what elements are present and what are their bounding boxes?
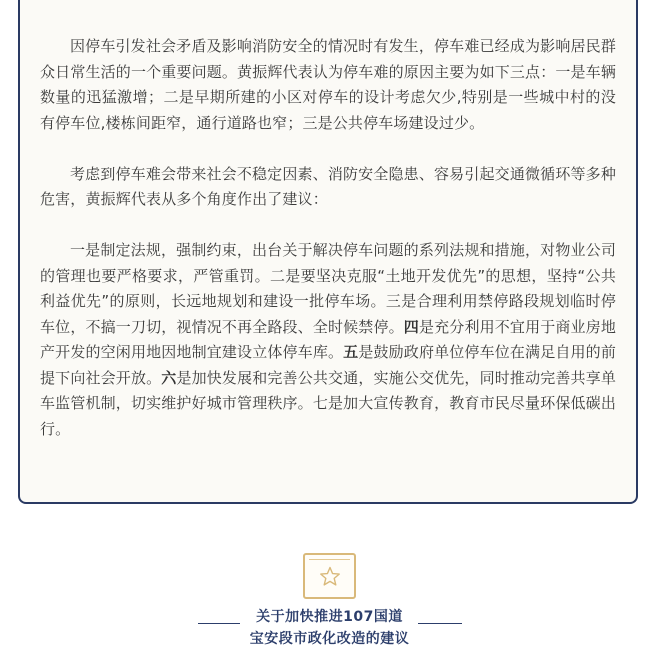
suggestion-bold-5: 五 [343, 343, 359, 361]
article-body [40, 34, 616, 442]
star-icon [318, 565, 342, 589]
paragraph-suggestions [40, 238, 616, 442]
article-card [18, 0, 638, 504]
suggestion-bold-6: 六 [161, 368, 177, 387]
paragraph-hazards: 考虑到停车难会带来社会不稳定因素、消防安全隐患、容易引起交通微循环等多种危害，黄振辉代表从多个角度作出了建议： [40, 164, 616, 208]
paragraph-causes: 因停车引发社会矛盾及影响消防安全的情况时有发生，停车难已经成为影响居民群众日常生活的一个重要问题。黄振辉代表认为停车难的原因主要为如下三点：一是车辆数量的迅猛激增；二是早期所建的小区对停车的设计考虑欠少,特别是一些城中村的没有停车位,楼栋间距窄，通行道路也窄；三是公共停车场建设过少。 [40, 37, 616, 132]
suggestion-bold-4: 四 [403, 317, 419, 336]
section-badge [303, 553, 356, 599]
suggestion-text-5: 是鼓励政府单位停车位在满足自用的前提下向社会开放。 [40, 343, 616, 387]
suggestion-text-4: 是充分利用不宜用于商业房地产开发的空闲用地因地制宜建设立体停车库。 [40, 317, 617, 361]
section-footer [0, 550, 659, 663]
section-title-line-2: 宝安段市政化改造的建议 [249, 631, 410, 647]
suggestion-text-1: 一是制定法规，强制约束，出台关于解决停车问题的系列法规和措施，对物业公司的管理也要严格要求，严管重罚。二是要坚决克服“土地开发优先”的思想，坚持“公共利益优先”的原则，长远地规划和建设一批停车场。三是合理利用禁停路段规划临时停车位，不搞一刀切，视情况不再全路段、全时候禁停。 [40, 241, 616, 336]
suggestion-text-6: 是加快发展和完善公共交通，实施公交优先，同时推动完善共享单车监管机制，切实维护好城市管理秩序。七是加大宣传教育，教育市民尽量环保低碳出行。 [40, 368, 617, 438]
section-title-line-1: 关于加快推进107国道 [256, 609, 403, 625]
